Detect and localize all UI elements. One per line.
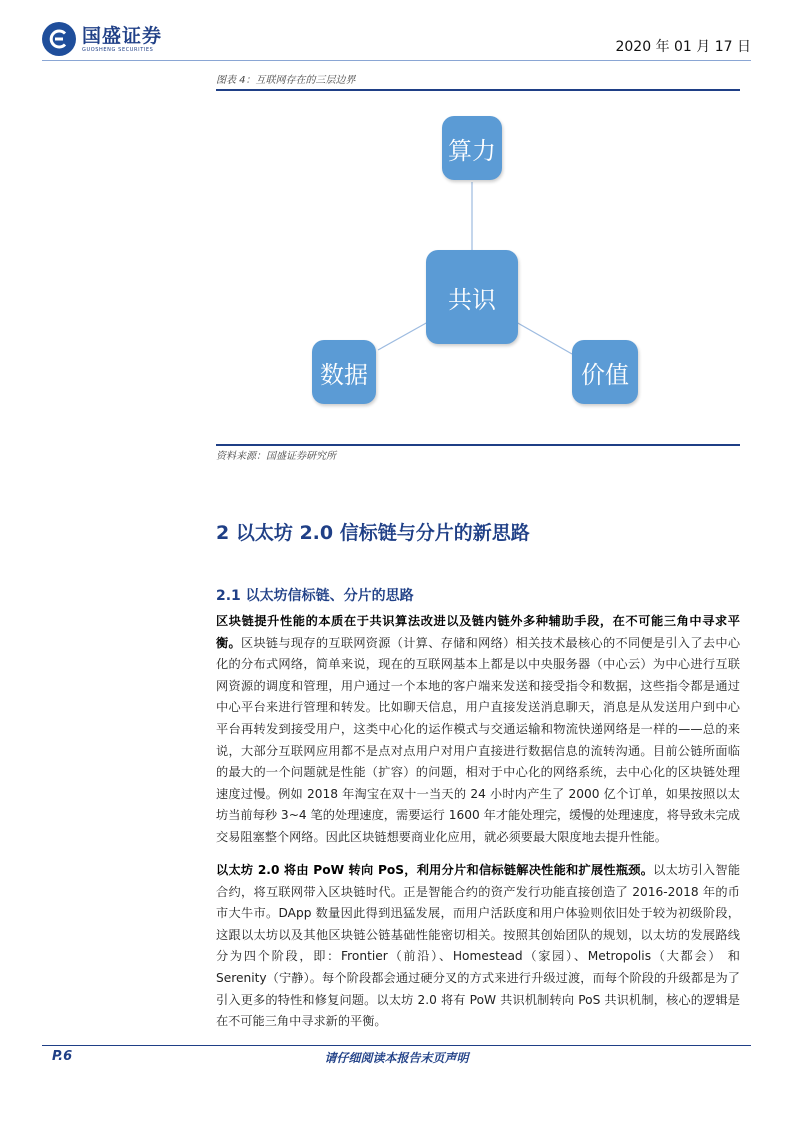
footer-divider bbox=[42, 1045, 751, 1046]
brand-name-en: GUOSHENG SECURITIES bbox=[82, 46, 154, 53]
node-consensus: 共识 bbox=[426, 250, 518, 344]
figure-top-rule bbox=[216, 89, 740, 91]
connector-left bbox=[378, 322, 428, 350]
logo-mark-icon bbox=[42, 22, 76, 56]
connector-right bbox=[516, 322, 572, 354]
body-paragraph bbox=[216, 611, 740, 849]
node-value: 价值 bbox=[572, 340, 638, 404]
subsection-heading: 2.1 以太坊信标链、分片的思路 bbox=[216, 588, 414, 604]
figure-source: 资料来源：国盛证券研究所 bbox=[216, 451, 336, 462]
paragraph-text: 区块链与现存的互联网资源（计算、存储和网络）相关技术最核心的不同便是引入了去中心化的分布式网络，简单来说，现在的互联网基本上都是以中央服务器（中心云）为中心进行互联网资源的调度和管理，用户通过一个本地的客户端来发送和接受指令和数据，这些指令都是通过中心平台来进行管理和转发。比如聊天信息，用户直接发送消息聊天，消息是从发送用户到中心平台再转发到接受用户，这类中心化的运作模式与交通运输和物流快递网络是一样的——总的来说，大部分互联网应用都不是点对点用户对用户直接进行数据信息的流转沟通。目前公链所面临的最大的一个问题就是性能（扩容）的问题，相对于中心化的网络系统，去中心化的区块链处理速度过慢。例如 2018 年淘宝在双十一当天的 24 小时内产生了 2000 亿个订单，如果按照以太坊当前每秒 3~4 笔的处理速度，需要运行 1600 年才能处理完，缓慢的处理速度，将导致未完成交易阻塞整个网络。因此区块链想要商业化应用，就必须要最大限度地去提升性能。 bbox=[216, 635, 741, 844]
paragraph-text: 以太坊引入智能合约，将互联网带入区块链时代。正是智能合约的资产发行功能直接创造了 2016-2018 年的币市大牛市。DApp 数量因此得到迅猛发展，而用户活跃度和用户体验则依旧处于较为初级阶段，这跟以太坊以及其他区块链公链基础性能密切相关。按照其创始团队的规划，以太坊的发展路线分为四个阶段，即：Frontier（前沿）、Homestead（家园）、Metropolis（大都会） 和 Serenity（宁静）。每个阶段都会通过硬分叉的方式来进行升级过渡，而每个阶段的升级都是为了引入更多的特性和修复问题。以太坊 2.0 将有 PoW 共识机制转向 PoS 共识机制，核心的逻辑是在不可能三角中寻求新的平衡。 bbox=[216, 863, 741, 1029]
figure-caption: 图表 4：互联网存在的三层边界 bbox=[216, 75, 356, 86]
page-number: P.6 bbox=[52, 1049, 73, 1064]
brand-name: 国盛证券 bbox=[82, 24, 163, 47]
body-paragraph bbox=[216, 860, 740, 1033]
node-computing-power: 算力 bbox=[442, 116, 502, 180]
disclaimer-note: 请仔细阅读本报告末页声明 bbox=[324, 1051, 469, 1065]
report-date: 2020 年 01 月 17 日 bbox=[615, 39, 751, 55]
section-heading: 2 以太坊 2.0 信标链与分片的新思路 bbox=[216, 522, 530, 544]
brand-logo bbox=[42, 22, 162, 56]
header-divider bbox=[42, 60, 751, 61]
paragraph-lead: 区块链提升性能的本质在于共识算法改进以及链内链外多种辅助手段，在不可能三角中寻求平衡。 bbox=[216, 614, 740, 650]
figure-bottom-rule bbox=[216, 444, 740, 446]
node-data: 数据 bbox=[312, 340, 376, 404]
paragraph-lead: 以太坊 2.0 将由 PoW 转向 PoS，利用分片和信标链解决性能和扩展性瓶颈。 bbox=[216, 863, 654, 877]
consensus-diagram bbox=[216, 92, 740, 442]
